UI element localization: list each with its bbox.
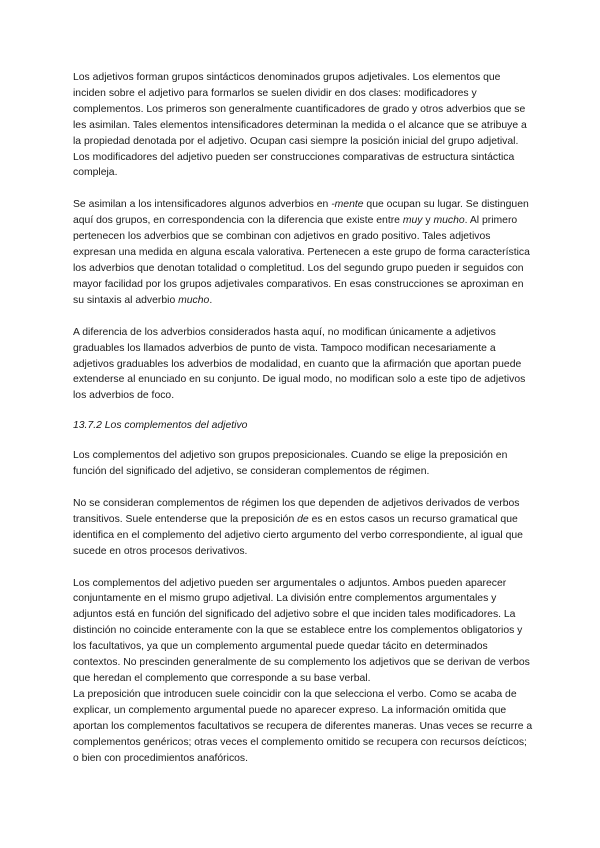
paragraph-comparative-modifiers: Los modificadores del adjetivo pueden ser construcciones comparativas de estructura sintáctica compleja. — [73, 151, 515, 179]
term-mucho-2: mucho — [178, 294, 210, 306]
paragraph-prepositional-groups: Los complementos del adjetivo son grupos preposicionales. Cuando se elige la preposición en función del significado del adjetivo, se consideran complementos de régimen. — [73, 450, 508, 478]
paragraph-point-of-view-adverbs: A diferencia de los adverbios considerados hasta aquí, no modifican únicamente a adjetivos graduables los llamados adverbios de punto de vista. Tampoco modifican necesariamente a adjetivos graduables los adverbios de modalidad, en cuanto que la afirmación que aportan puede extenderse al enunciado en su conjunto. De igual modo, no modifican solo a este tipo de adjetivos los adverbios de foco. — [73, 326, 526, 402]
document-body — [73, 70, 533, 766]
term-mente: -mente — [331, 199, 364, 211]
paragraph-adjective-groups: Los adjetivos forman grupos sintácticos denominados grupos adjetivales. Los elementos que inciden sobre el adjetivo para formarlos se suelen dividir en dos clases: modificadores y complementos. Los primeros son generalmente cuantificadores de grado y otros adverbios que se les asimilan. Tales elementos intensificadores determinan la medida o el alcance que se atribuye a la propiedad denotada por el adjetivo. Ocupan casi siempre la posición inicial del grupo adjetival. — [73, 72, 527, 147]
paragraph-adverbs-mente: Se asimilan a los intensificadores algunos adverbios en -mente que ocupan su lugar. Se distinguen aquí dos grupos, en correspondencia con la diferencia que existe entre muy y mucho. Al primero pertenecen los adverbios que se combinan con adjetivos en grado positivo. Tales adjetivos expresan una medida en alguna escala valorativa. Pertenecen a este grupo de forma característica los adverbios que denotan totalidad o completitud. Los del segundo grupo pueden ir seguidos con mayor facilidad por los grupos adjetivales comparativos. En esas construcciones se aproximan en su sintaxis al adverbio mucho. — [73, 199, 530, 306]
paragraph-argumental-adjuncts: Los complementos del adjetivo pueden ser argumentales o adjuntos. Ambos pueden aparecer conjuntamente en el mismo grupo adjetival. La división entre complementos argumentales y adjuntos está en función del significado del adjetivo sobre el que inciden tales modificadores. La distinción no coincide enteramente con la que se establece entre los complementos obligatorios y los facultativos, ya que un complemento argumental puede quedar tácito en determinados contextos. No prescinden generalmente de su complemento los adjetivos que se derivan de verbos que heredan el complemento que corresponde a su base verbal. — [73, 577, 530, 684]
paragraph-transitive-verbs: No se consideran complementos de régimen los que dependen de adjetivos derivados de verbos transitivos. Suele entenderse que la preposición de es en estos casos un recurso gramatical que identifica en el complemento del adjetivo cierto argumento del verbo correspondiente, al igual que sucede en otros procesos derivativos. — [73, 497, 523, 557]
paragraph-omitted-complements: La preposición que introducen suele coincidir con la que selecciona el verbo. Como se acaba de explicar, un complemento argumental puede no aparecer expreso. La información omitida que aportan los complementos facultativos se recupera de diferentes maneras. Unas veces se recurre a complementos genéricos; otras veces el complemento omitido se recupera con recursos deícticos; o bien con procedimientos anafóricos. — [73, 688, 533, 764]
term-de: de — [297, 513, 309, 525]
term-muy: muy — [402, 215, 423, 227]
term-mucho: mucho — [433, 215, 465, 227]
section-heading: 13.7.2 Los complementos del adjetivo — [73, 420, 248, 432]
